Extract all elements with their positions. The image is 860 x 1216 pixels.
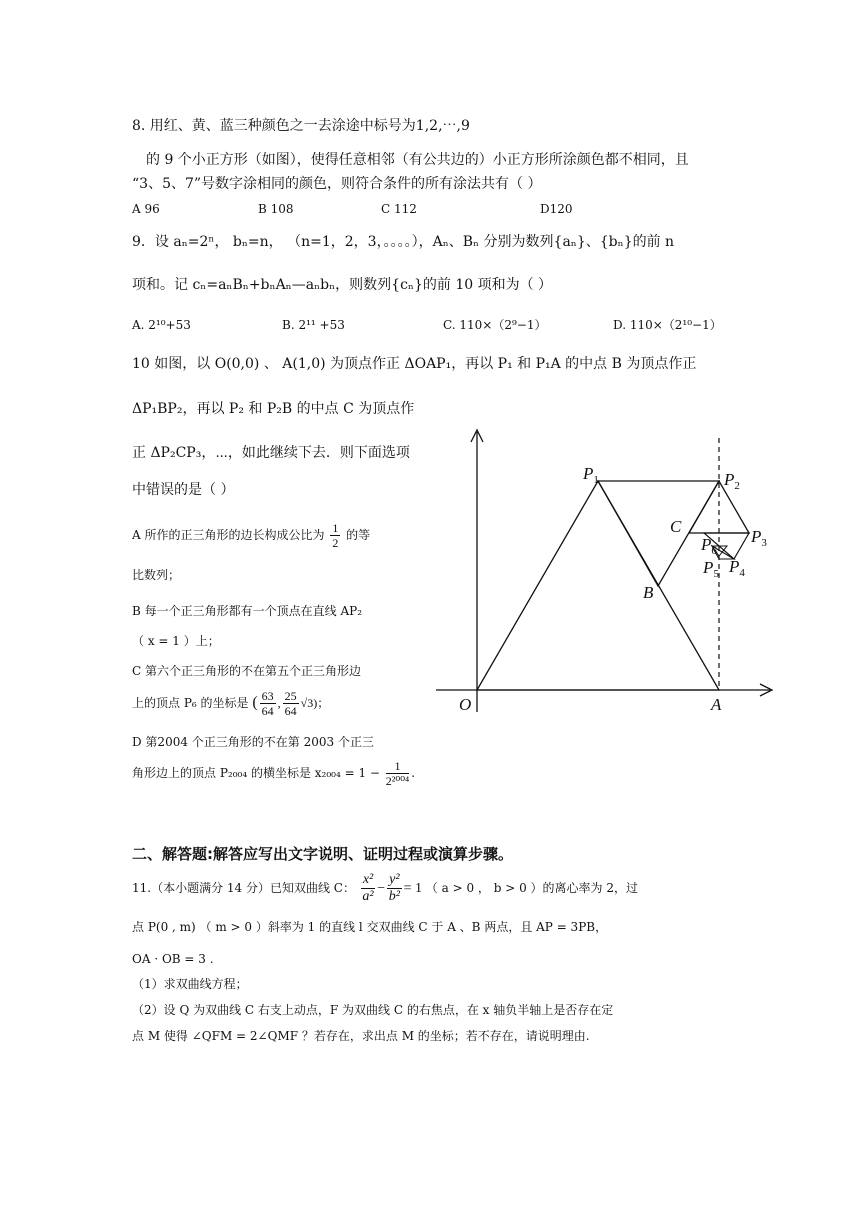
q9-choice-b: B. 2¹¹ +53 — [282, 318, 345, 332]
q9-choice-a: A. 2¹⁰+53 — [132, 318, 191, 332]
q9-choice-c: C. 110×（2⁹−1） — [443, 318, 547, 332]
label-P5: $P_5$ — [703, 558, 719, 580]
q10-option-b-line1: B 每一个正三角形都有一个顶点在直线 AP₂ — [132, 604, 362, 618]
q9-line1: 9．设 aₙ=2ⁿ， bₙ=n， （n=1，2，3，。。。。），Aₙ、Bₙ 分别为数列{aₙ}、{bₙ}的前 n — [132, 234, 675, 250]
triangle-P4P5 — [712, 546, 734, 559]
q8-choice-b: B 108 — [258, 202, 294, 216]
q10-line1: 10 如图，以 O(0,0) 、 A(1,0) 为顶点作正 ΔOAP₁，再以 P₁ 和 P₁A 的中点 B 为顶点作正 — [132, 356, 697, 372]
label-C: C — [670, 517, 682, 536]
q10-option-d-line2: 角形边上的顶点 P₂₀₀₄ 的横坐标是 x₂₀₀₄ = 1 − $\frac{1}{\text{2²⁰⁰⁴}}$ . — [132, 759, 416, 788]
q11-line1: 11.（本小题满分 14 分）已知双曲线 C： $\frac{\text{x²}}{\text{a²}}$ − $\frac{\text{y²}}{\text{b²}}$ = 1 （ a > 0 ， b > 0 ）的离心率为 2，过 — [132, 872, 638, 904]
triangle-P2CP3 — [689, 481, 749, 533]
x-over-a-fraction: $\frac{\text{x²}}{\text{a²}}$ — [362, 872, 374, 904]
q10-line3: 正 ΔP₂CP₃，⋯，如此继续下去．则下面选项 — [132, 445, 410, 461]
q8-choice-c: C 112 — [381, 202, 417, 216]
label-A: A — [711, 695, 722, 714]
q8-line3: “3、5、7”号数字涂相同的颜色，则符合条件的所有涂法共有（ ） — [132, 176, 542, 192]
triangle-P1BP2 — [598, 481, 719, 586]
y-axis-arrow-icon — [471, 430, 483, 442]
q10-option-c-line1: C 第六个正三角形的不在第五个正三角形边 — [132, 664, 361, 678]
q8-line2: 的 9 个小正方形（如图），使得任意相邻（有公共边的）小正方形所涂颜色都不相同，且 — [146, 152, 689, 168]
x-axis-arrow-icon — [760, 684, 772, 696]
section2-heading: 二、解答题:解答应写出文字说明、证明过程或演算步骤。 — [132, 845, 514, 863]
label-P1: $P_1$ — [583, 464, 599, 486]
q10-option-a-pre: A 所作的正三角形的边长构成公比为 — [132, 528, 325, 542]
y-over-b-fraction: $\frac{\text{y²}}{\text{b²}}$ — [388, 872, 400, 904]
q9-line2: 项和。记 cₙ=aₙBₙ+bₙAₙ—aₙbₙ，则数列{cₙ}的前 10 项和为（ ） — [132, 277, 553, 293]
q10-option-a-line2: 比数列； — [132, 568, 181, 582]
q10-option-a — [132, 522, 370, 549]
label-P4: $P_4$ — [729, 557, 745, 579]
q11-line3: OA · OB = 3 . — [132, 952, 214, 966]
label-P2: $P_2$ — [724, 470, 740, 492]
d-fraction: $\frac{1}{\text{2²⁰⁰⁴}}$ — [385, 759, 410, 788]
q11-sub2-line1: （2）设 Q 为双曲线 C 右支上动点，F 为双曲线 C 的右焦点，在 x 轴负半轴上是否存在定 — [132, 1003, 614, 1017]
p6-y-fraction: $\frac{25}{64}$ — [284, 689, 297, 718]
triangle-P3DP4 — [704, 533, 749, 559]
label-O: O — [459, 695, 472, 714]
q9-choice-d: D. 110×（2¹⁰−1） — [613, 318, 722, 332]
q11-line2: 点 P(0 , m) （ m > 0 ）斜率为 1 的直线 l 交双曲线 C 于 A 、B 两点，且 AP = 3PB， — [132, 920, 608, 934]
label-P6: $P_6$ — [701, 535, 717, 557]
q10-option-b-line2: （ x = 1 ）上； — [132, 634, 220, 648]
triangle-OAP1 — [477, 481, 719, 690]
q10-line4: 中错误的是（ ） — [132, 482, 235, 498]
q10-line2: ΔP₁BP₂，再以 P₂ 和 P₂B 的中点 C 为顶点作 — [132, 401, 415, 417]
label-B: B — [643, 583, 654, 602]
q10-option-d-line1: D 第2004 个正三角形的不在第 2003 个正三 — [132, 735, 374, 749]
q11-sub2-line2: 点 M 使得 ∠QFM = 2∠QMF ？若存在，求出点 M 的坐标；若不存在，请说明理由. — [132, 1029, 590, 1043]
label-P3: $P_3$ — [751, 527, 767, 549]
q8-choice-d: D120 — [540, 202, 573, 216]
q10-option-a-post: 的等 — [346, 528, 371, 542]
q8-line1: 8. 用红、黄、蓝三种颜色之一去涂途中标号为1,2,⋯,9 — [132, 118, 470, 134]
p6-x-fraction: $\frac{63}{64}$ — [261, 689, 274, 718]
half-fraction: $\frac{1}{2}$ — [332, 521, 339, 550]
q8-choice-a: A 96 — [132, 202, 160, 216]
triangle-P5P6 — [712, 546, 727, 556]
q10-option-c-line2: 上的顶点 P₆ 的坐标是 ( $\frac{63}{64}$ , $\frac{25}{64}$ √3)； — [132, 689, 330, 718]
q11-sub1: （1）求双曲线方程； — [132, 977, 248, 991]
